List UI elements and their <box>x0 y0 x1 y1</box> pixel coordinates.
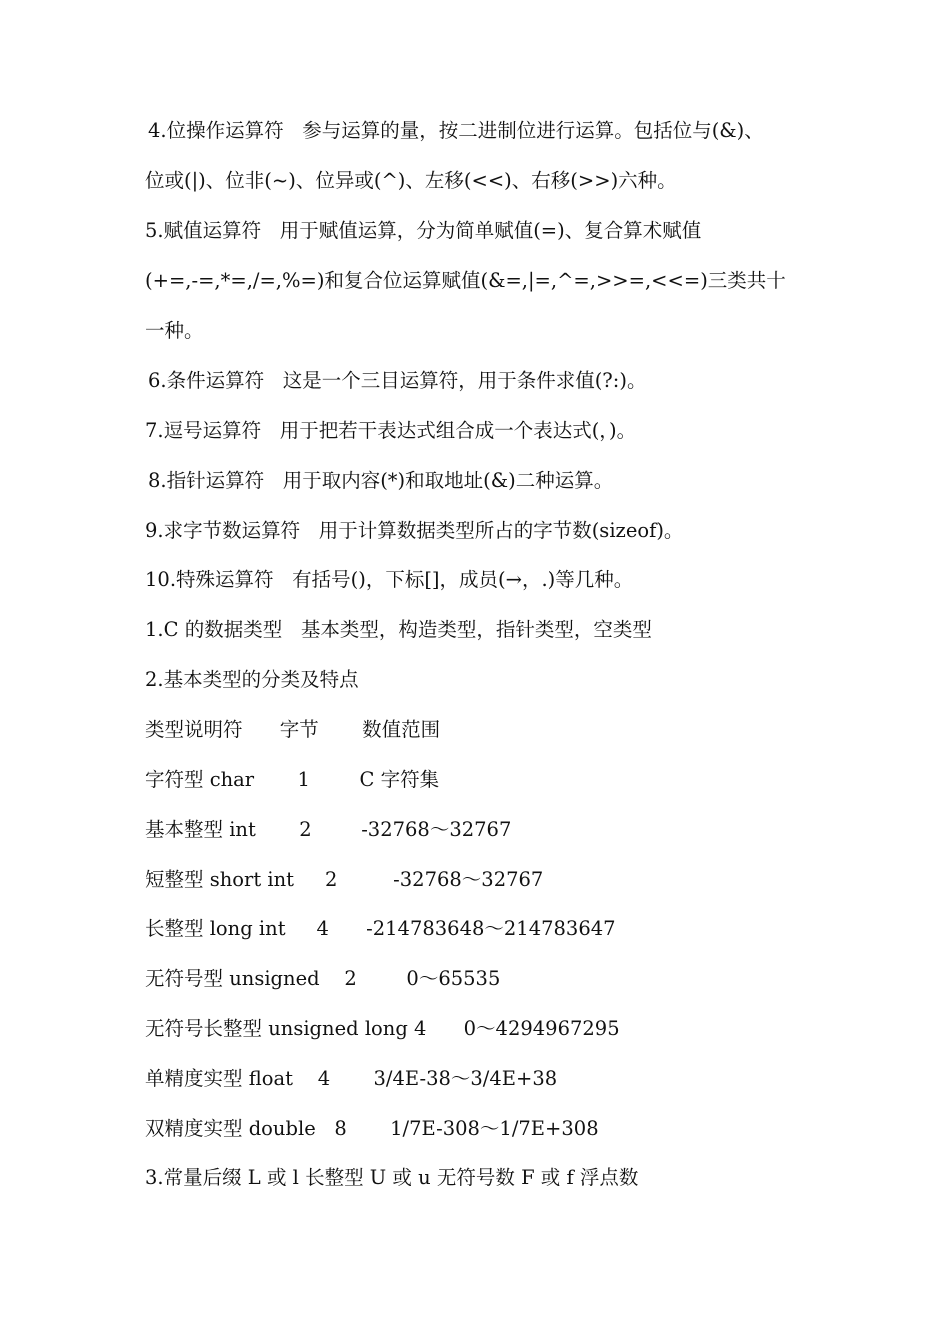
text-line-type-long-int: 长整型 long int 4 -214783648～214783647 <box>145 917 616 940</box>
text-line-comma-operator: 7.逗号运算符 用于把若干表达式组合成一个表达式(，)。 <box>145 419 637 442</box>
text-line-bitwise-operators-cont: 位或(|)、位非(~)、位异或(^)、左移(<<)、右移(>>)六种。 <box>145 169 677 192</box>
text-line-pointer-operators: 8.指针运算符 用于取内容(*)和取地址(&)二种运算。 <box>148 469 614 492</box>
text-line-type-int: 基本整型 int 2 -32768～32767 <box>145 818 512 841</box>
text-line-type-table-header: 类型说明符 字节 数值范围 <box>145 718 441 741</box>
text-line-assignment-operators-cont: (+=,-=,*=,/=,%=)和复合位运算赋值(&=,|=,^=,>>=,<<=)三类共十 <box>145 269 786 292</box>
text-line-conditional-operator: 6.条件运算符 这是一个三目运算符，用于条件求值(?:)。 <box>148 369 647 392</box>
text-line-sizeof-operator: 9.求字节数运算符 用于计算数据类型所占的字节数(sizeof)。 <box>145 519 684 542</box>
text-line-assignment-operators: 5.赋值运算符 用于赋值运算，分为简单赋值(=)、复合算术赋值 <box>145 219 702 242</box>
text-line-basic-types-heading: 2.基本类型的分类及特点 <box>145 668 359 691</box>
text-line-type-unsigned: 无符号型 unsigned 2 0～65535 <box>145 967 501 990</box>
text-line-assignment-operators-end: 一种。 <box>145 319 204 342</box>
text-line-c-data-types: 1.C 的数据类型 基本类型，构造类型，指针类型，空类型 <box>145 618 652 641</box>
text-line-type-unsigned-long: 无符号长整型 unsigned long 4 0～4294967295 <box>145 1017 620 1040</box>
text-line-special-operators: 10.特殊运算符 有括号()，下标[]，成员(→，.)等几种。 <box>145 568 634 591</box>
text-line-type-short-int: 短整型 short int 2 -32768～32767 <box>145 868 544 891</box>
text-line-constant-suffixes: 3.常量后缀 L 或 l 长整型 U 或 u 无符号数 F 或 f 浮点数 <box>145 1166 639 1189</box>
text-line-bitwise-operators: 4.位操作运算符 参与运算的量，按二进制位进行运算。包括位与(&)、 <box>148 119 764 142</box>
text-line-type-float: 单精度实型 float 4 3/4E-38～3/4E+38 <box>145 1067 558 1090</box>
text-line-type-char: 字符型 char 1 C 字符集 <box>145 768 440 791</box>
text-line-type-double: 双精度实型 double 8 1/7E-308～1/7E+308 <box>145 1117 599 1140</box>
